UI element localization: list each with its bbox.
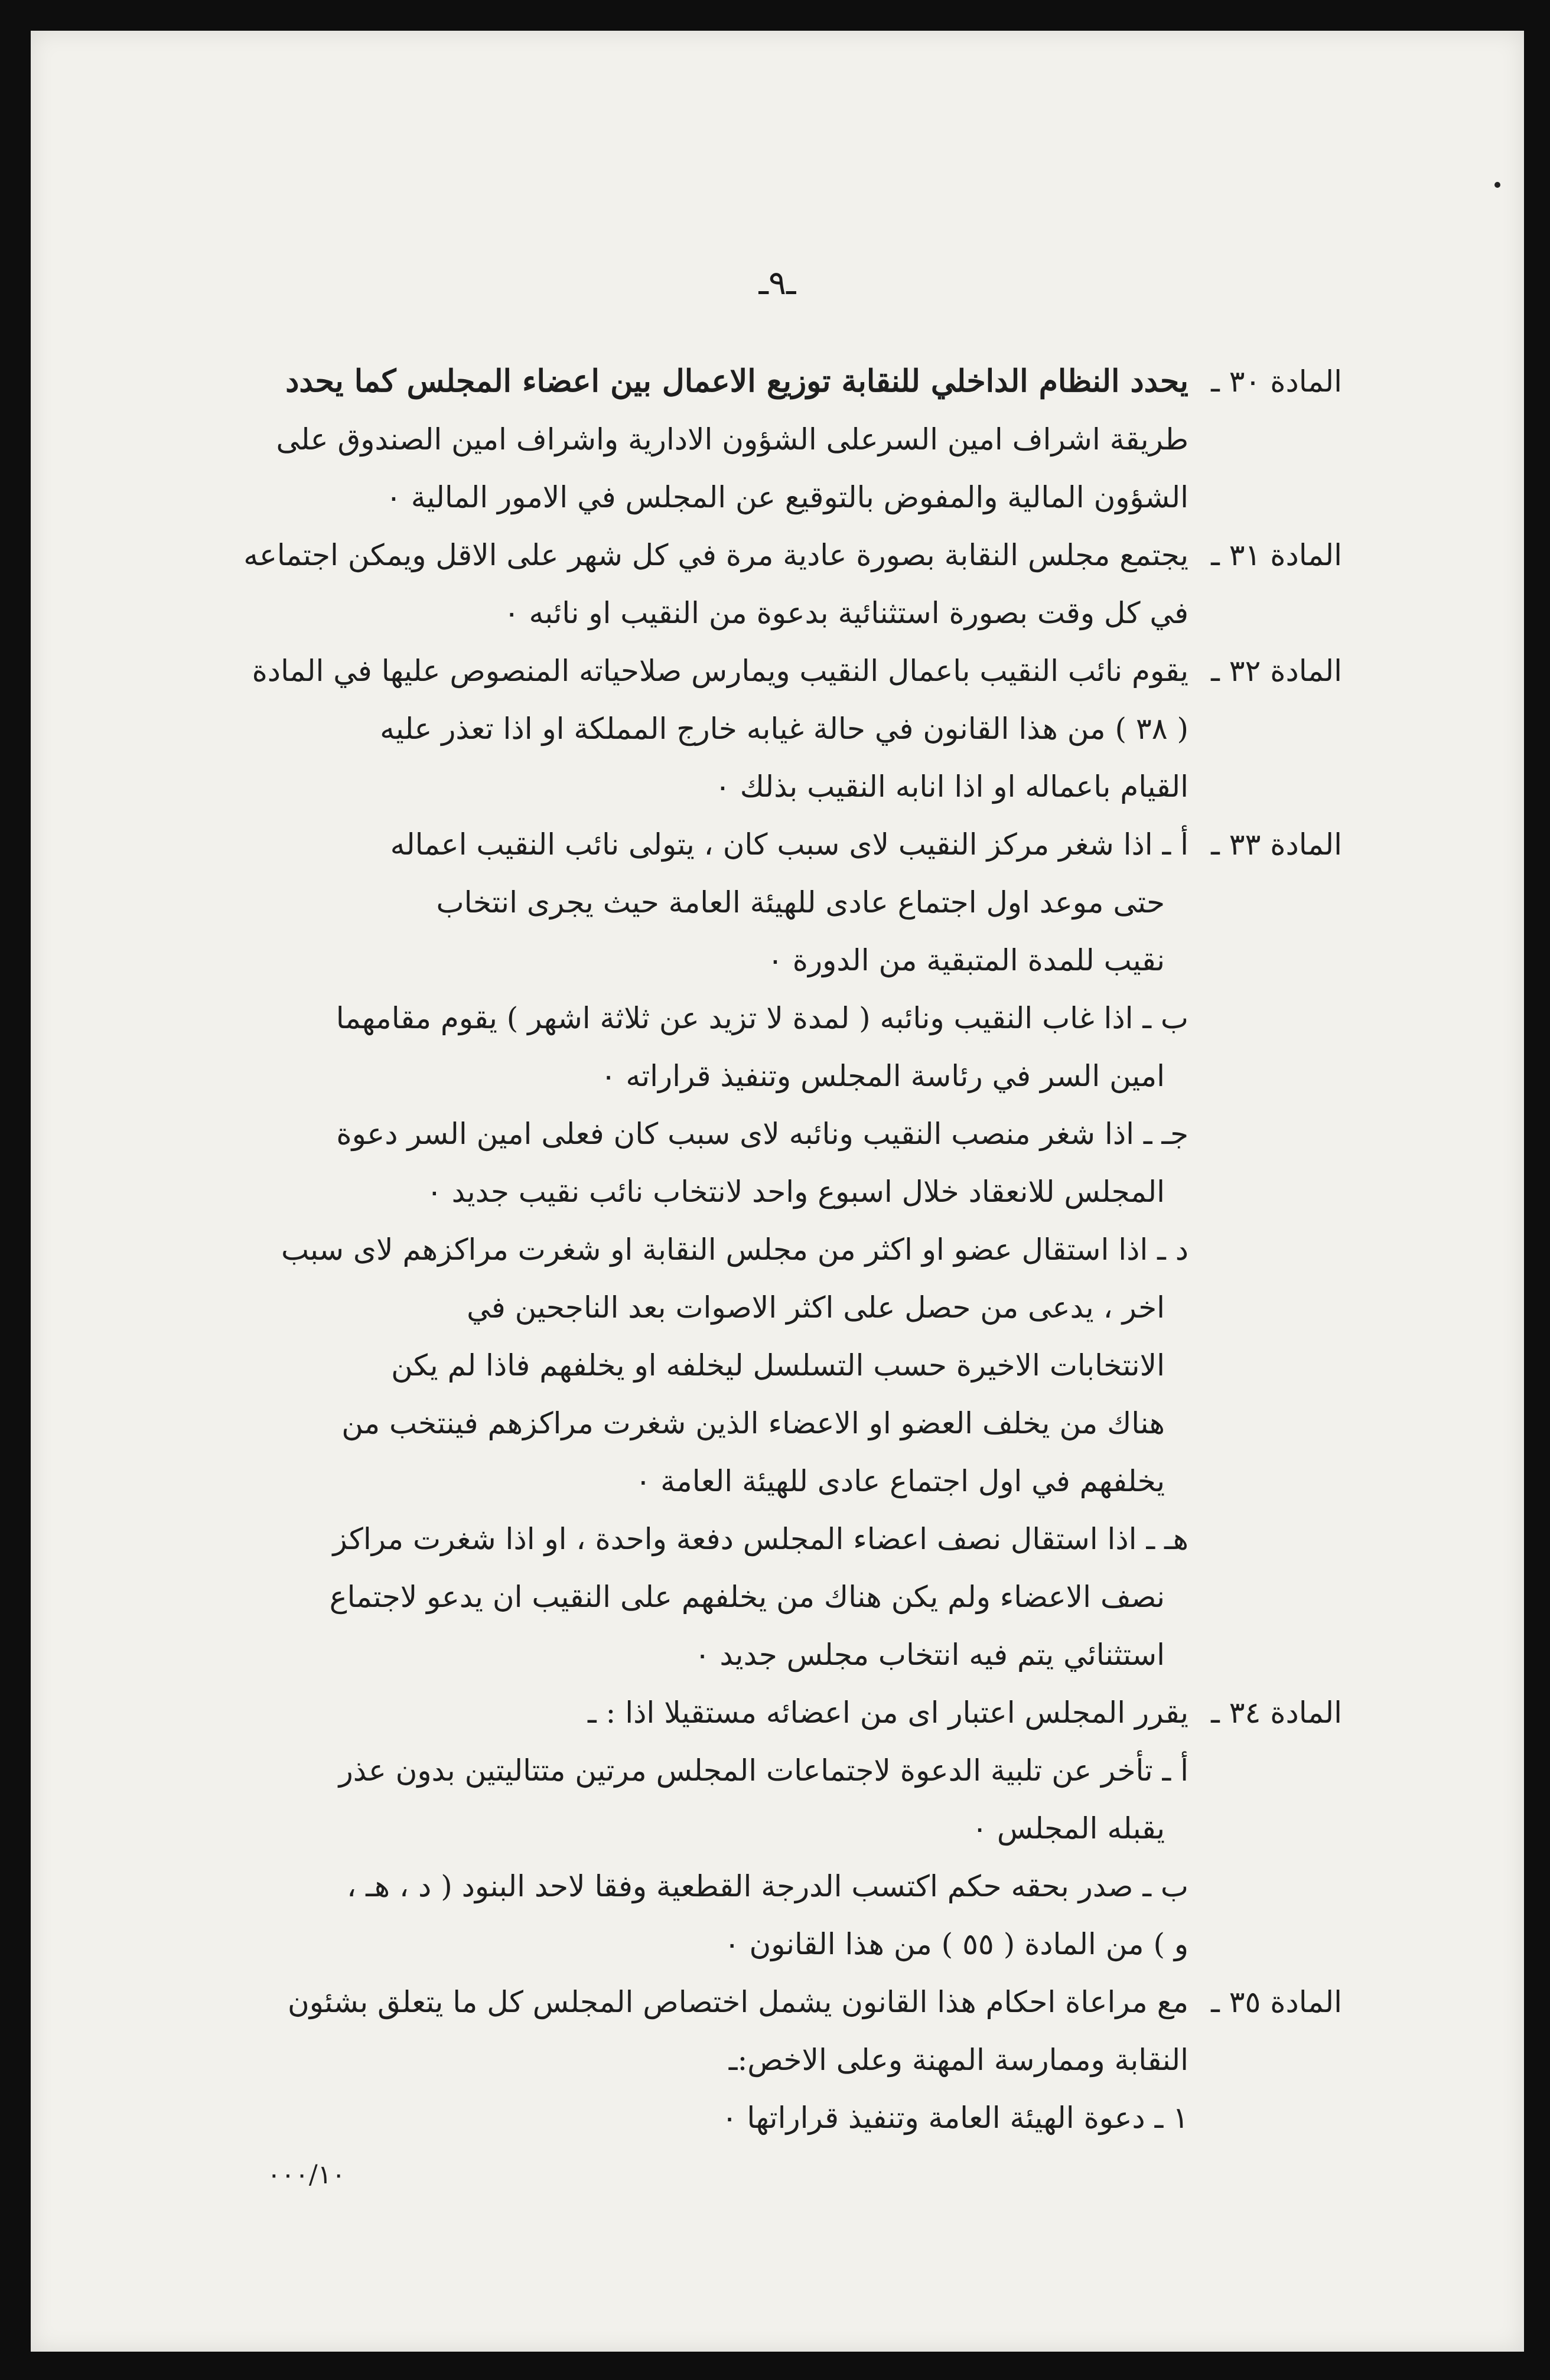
- line-text: حتى موعد اول اجتماع عادى للهيئة العامة حيث يجرى انتخاب: [436, 885, 1165, 920]
- line-text: هـ ـ اذا استقال نصف اعضاء المجلس دفعة واحدة ، او اذا شغرت مراكز: [333, 1522, 1188, 1556]
- text-line: [243, 1105, 1342, 1163]
- text-line: [243, 1973, 1342, 2031]
- line-text: د ـ اذا استقال عضو او اكثر من مجلس النقابة او شغرت مراكزهم لاى سبب: [281, 1233, 1188, 1267]
- text-line: [243, 468, 1342, 526]
- text-line: [243, 1568, 1342, 1626]
- line-text: النقابة وممارسة المهنة وعلى الاخص:ـ: [728, 2043, 1188, 2077]
- line-text: استثنائي يتم فيه انتخاب مجلس جديد ٠: [694, 1638, 1165, 1672]
- page-number: ـ٩ـ: [758, 264, 796, 302]
- text-line: [243, 1684, 1342, 1742]
- line-text: جـ ـ اذا شغر منصب النقيب ونائبه لاى سبب كان فعلى امين السر دعوة: [336, 1117, 1188, 1151]
- line-text: أ ـ اذا شغر مركز النقيب لاى سبب كان ، يتولى نائب النقيب اعماله: [390, 827, 1188, 862]
- line-text: المجلس للانعقاد خلال اسبوع واحد لانتخاب نائب نقيب جديد ٠: [426, 1175, 1165, 1209]
- text-line: [243, 1742, 1342, 1799]
- line-text: مع مراعاة احكام هذا القانون يشمل اختصاص المجلس كل ما يتعلق بشئون: [287, 1985, 1188, 2019]
- article-label: المادة ٣٥ ـ: [1211, 1985, 1342, 2019]
- text-line: [243, 816, 1342, 873]
- article-label: المادة ٣٢ ـ: [1211, 654, 1342, 688]
- line-text: هناك من يخلف العضو او الاعضاء الذين شغرت مراكزهم فينتخب من: [341, 1406, 1165, 1440]
- text-line: [243, 1799, 1342, 1857]
- text-line: [243, 1279, 1342, 1336]
- text-line: [243, 873, 1342, 931]
- text-line: [243, 1163, 1342, 1221]
- article-label: المادة ٣٣ ـ: [1211, 827, 1342, 862]
- text-line: [243, 1626, 1342, 1684]
- text-line: [243, 1452, 1342, 1510]
- text-line: [243, 989, 1342, 1047]
- text-line: [243, 584, 1342, 642]
- text-line: [243, 642, 1342, 700]
- text-line: [243, 931, 1342, 989]
- line-text: ( ٣٨ ) من هذا القانون في حالة غيابه خارج المملكة او اذا تعذر عليه: [380, 712, 1188, 746]
- document-page: [31, 31, 1524, 2352]
- line-text: نقيب للمدة المتبقية من الدورة ٠: [767, 943, 1165, 977]
- line-text: يقبله المجلس ٠: [972, 1811, 1165, 1846]
- text-line: [243, 2089, 1342, 2147]
- text-line: [243, 410, 1342, 468]
- text-line: [243, 1510, 1342, 1568]
- text-line: [243, 2031, 1342, 2089]
- line-text: الانتخابات الاخيرة حسب التسلسل ليخلفه او يخلفهم فاذا لم يكن: [391, 1348, 1165, 1383]
- line-text: اخر ، يدعى من حصل على اكثر الاصوات بعد الناجحين في: [467, 1290, 1165, 1325]
- text-line: [243, 1047, 1342, 1105]
- line-text: أ ـ تأخر عن تلبية الدعوة لاجتماعات المجلس مرتين متتاليتين بدون عذر: [338, 1753, 1188, 1788]
- line-text: ب ـ اذا غاب النقيب ونائبه ( لمدة لا تزيد عن ثلاثة اشهر ) يقوم مقامهما: [336, 1001, 1188, 1035]
- text-line: [243, 1336, 1342, 1394]
- line-text: القيام باعماله او اذا انابه النقيب بذلك ٠: [714, 770, 1188, 804]
- line-text: يقرر المجلس اعتبار اى من اعضائه مستقيلا اذا : ـ: [587, 1696, 1188, 1730]
- line-text: ب ـ صدر بحقه حكم اكتسب الدرجة القطعية وفقا لاحد البنود ( د ، هـ ،: [347, 1869, 1188, 1903]
- ink-dot: [1494, 182, 1500, 188]
- line-text: طريقة اشراف امين السرعلى الشؤون الادارية واشراف امين الصندوق على: [276, 422, 1188, 457]
- text-line: [243, 353, 1342, 410]
- continuation-marker: ٠٠٠/١٠: [267, 2160, 346, 2190]
- line-text: يجتمع مجلس النقابة بصورة عادية مرة في كل شهر على الاقل ويمكن اجتماعه: [243, 538, 1188, 572]
- line-text: نصف الاعضاء ولم يكن هناك من يخلفهم على النقيب ان يدعو لاجتماع: [329, 1580, 1165, 1614]
- text-line: [243, 758, 1342, 816]
- line-text: الشؤون المالية والمفوض بالتوقيع عن المجلس في الامور المالية ٠: [385, 480, 1188, 514]
- text-line: [243, 1915, 1342, 1973]
- text-line: [243, 1221, 1342, 1279]
- text-line: [243, 1394, 1342, 1452]
- document-body: [243, 353, 1342, 2147]
- line-text: و ) من المادة ( ٥٥ ) من هذا القانون ٠: [724, 1927, 1188, 1961]
- line-text: في كل وقت بصورة استثنائية بدعوة من النقيب او نائبه ٠: [503, 596, 1188, 630]
- line-text: يحدد النظام الداخلي للنقابة توزيع الاعمال بين اعضاء المجلس كما يحدد: [285, 363, 1188, 399]
- line-text: ١ ـ دعوة الهيئة العامة وتنفيذ قراراتها ٠: [721, 2101, 1188, 2135]
- line-text: يقوم نائب النقيب باعمال النقيب ويمارس صلاحياته المنصوص عليها في المادة: [252, 654, 1188, 688]
- article-label: المادة ٣٤ ـ: [1211, 1696, 1342, 1730]
- article-label: المادة ٣١ ـ: [1211, 538, 1342, 572]
- text-line: [243, 526, 1342, 584]
- text-line: [243, 1857, 1342, 1915]
- article-label: المادة ٣٠ ـ: [1211, 364, 1342, 399]
- line-text: يخلفهم في اول اجتماع عادى للهيئة العامة ٠: [635, 1464, 1165, 1498]
- text-line: [243, 700, 1342, 758]
- line-text: امين السر في رئاسة المجلس وتنفيذ قراراته ٠: [600, 1059, 1165, 1093]
